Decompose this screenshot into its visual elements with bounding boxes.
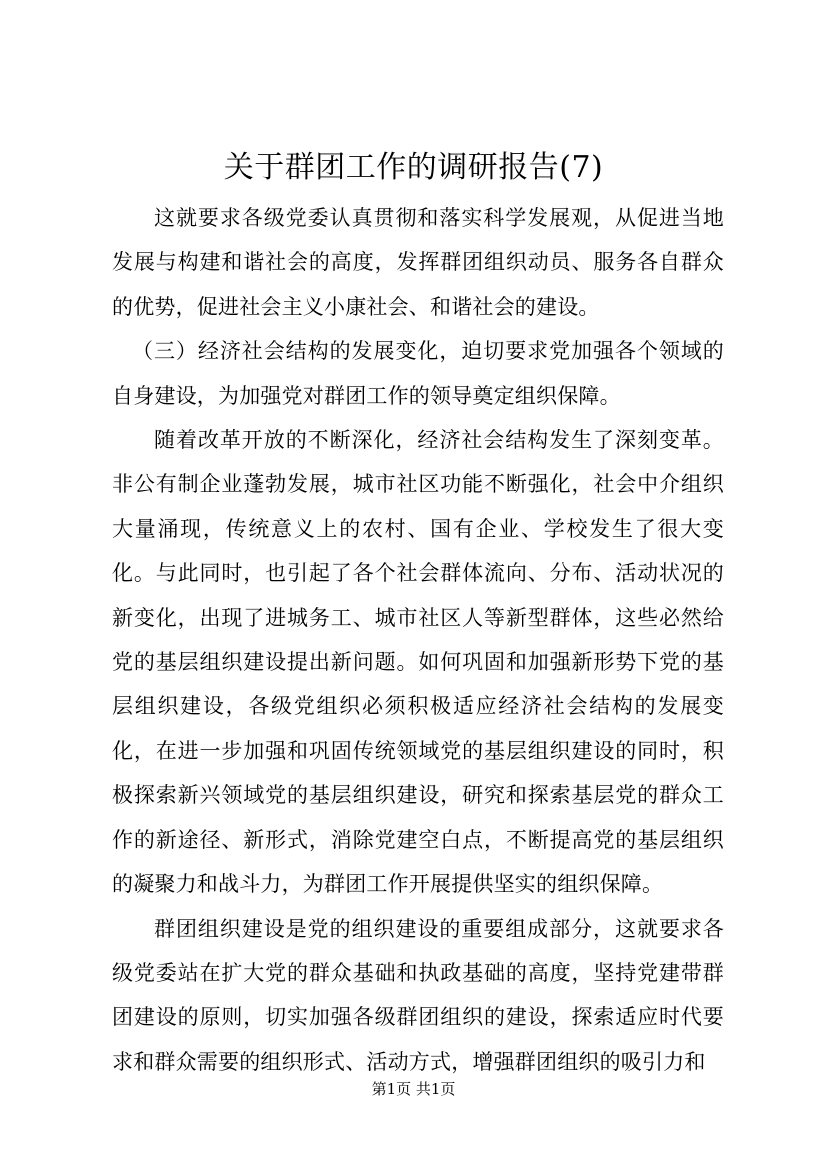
paragraph-section-heading: （三）经济社会结构的发展变化，迫切要求党加强各个领域的自身建设，为加强党对群团工作的领导奠定组织保障。	[112, 339, 724, 408]
page-footer: 第1页 共1页	[371, 1080, 456, 1098]
paragraph: 群团组织建设是党的组织建设的重要组成部分，这就要求各级党委站在扩大党的群众基础和执政基础的高度，坚持党建带群团建设的原则，切实加强各级群团组织的建设，探索适应时代要求和群众需要的组织形式、活动方式，增强群团组织的吸引力和	[112, 916, 724, 1074]
paragraph: 随着改革开放的不断深化，经济社会结构发生了深刻变革。非公有制企业蓬勃发展，城市社区功能不断强化，社会中介组织大量涌现，传统意义上的农村、国有企业、学校发生了很大变化。与此同时，也引起了各个社会群体流向、分布、活动状况的新变化，出现了进城务工、城市社区人等新型群体，这些必然给党的基层组织建设提出新问题。如何巩固和加强新形势下党的基层组织建设，各级党组织必须积极适应经济社会结构的发展变化，在进一步加强和巩固传统领域党的基层组织建设的同时，积极探索新兴领域党的基层组织建设，研究和探索基层党的群众工作的新途径、新形式，消除党建空白点，不断提高党的基层组织的凝聚力和战斗力，为群团工作开展提供坚实的组织保障。	[112, 428, 724, 897]
document-title: 关于群团工作的调研报告(7)	[223, 150, 604, 185]
paragraph: 这就要求各级党委认真贯彻和落实科学发展观，从促进当地发展与构建和谐社会的高度，发挥群团组织动员、服务各自群众的优势，促进社会主义小康社会、和谐社会的建设。	[112, 206, 724, 319]
document-body	[112, 196, 724, 1084]
